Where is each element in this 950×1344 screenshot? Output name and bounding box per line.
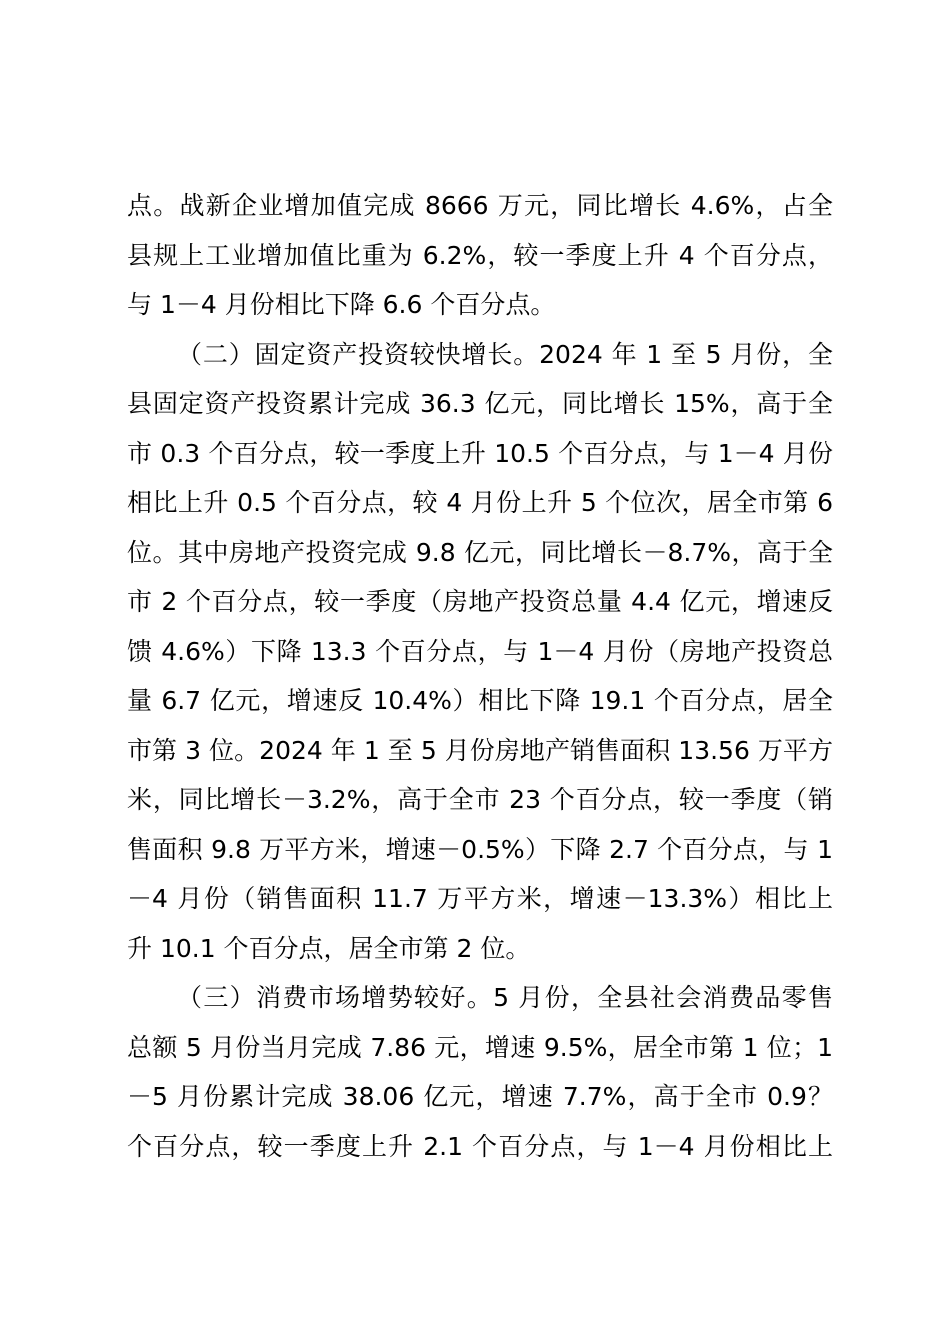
text-line: 市 0.3 个百分点，较一季度上升 10.5 个百分点，与 1－4 月份 — [127, 438, 833, 468]
text-line: －5 月份累计完成 38.06 亿元，增速 7.7%，高于全市 0.9？ — [127, 1082, 833, 1111]
text-line: 馈 4.6%）下降 13.3 个百分点，与 1－4 月份（房地产投资总 — [127, 636, 833, 666]
text-line: 县规上工业增加值比重为 6.2%，较一季度上升 4 个百分点， — [127, 240, 833, 270]
document-body — [127, 181, 833, 1171]
text-line: －4 月份（销售面积 11.7 万平方米，增速－13.3%）相比上 — [127, 884, 833, 913]
text-line: 售面积 9.8 万平方米，增速－0.5%）下降 2.7 个百分点，与 1 — [127, 834, 833, 864]
paragraph-heading-line: （二）固定资产投资较快增长。2024 年 1 至 5 月份，全 — [177, 339, 833, 369]
text-line: 米，同比增长－3.2%，高于全市 23 个百分点，较一季度（销 — [127, 785, 833, 814]
text-line: 总额 5 月份当月完成 7.86 元，增速 9.5%，居全市第 1 位；1 — [127, 1032, 833, 1062]
text-line: 相比上升 0.5 个百分点，较 4 月份上升 5 个位次，居全市第 6 — [127, 488, 833, 517]
text-line: 市 2 个百分点，较一季度（房地产投资总量 4.4 亿元，增速反 — [127, 587, 833, 616]
text-line: 位。其中房地产投资完成 9.8 亿元，同比增长－8.7%，高于全 — [127, 537, 833, 567]
text-line: 县固定资产投资累计完成 36.3 亿元，同比增长 15%，高于全 — [127, 389, 833, 418]
text-line: 升 10.1 个百分点，居全市第 2 位。 — [127, 933, 531, 963]
paragraph-heading-line: （三）消费市场增势较好。5 月份，全县社会消费品零售 — [177, 983, 833, 1012]
text-line: 量 6.7 亿元，增速反 10.4%）相比下降 19.1 个百分点，居全 — [127, 686, 833, 715]
text-line: 与 1－4 月份相比下降 6.6 个百分点。 — [127, 290, 556, 319]
text-line: 个百分点，较一季度上升 2.1 个百分点，与 1－4 月份相比上 — [127, 1131, 833, 1161]
text-line: 点。战新企业增加值完成 8666 万元，同比增长 4.6%，占全 — [127, 191, 833, 220]
text-line: 市第 3 位。2024 年 1 至 5 月份房地产销售面积 13.56 万平方 — [127, 735, 833, 765]
